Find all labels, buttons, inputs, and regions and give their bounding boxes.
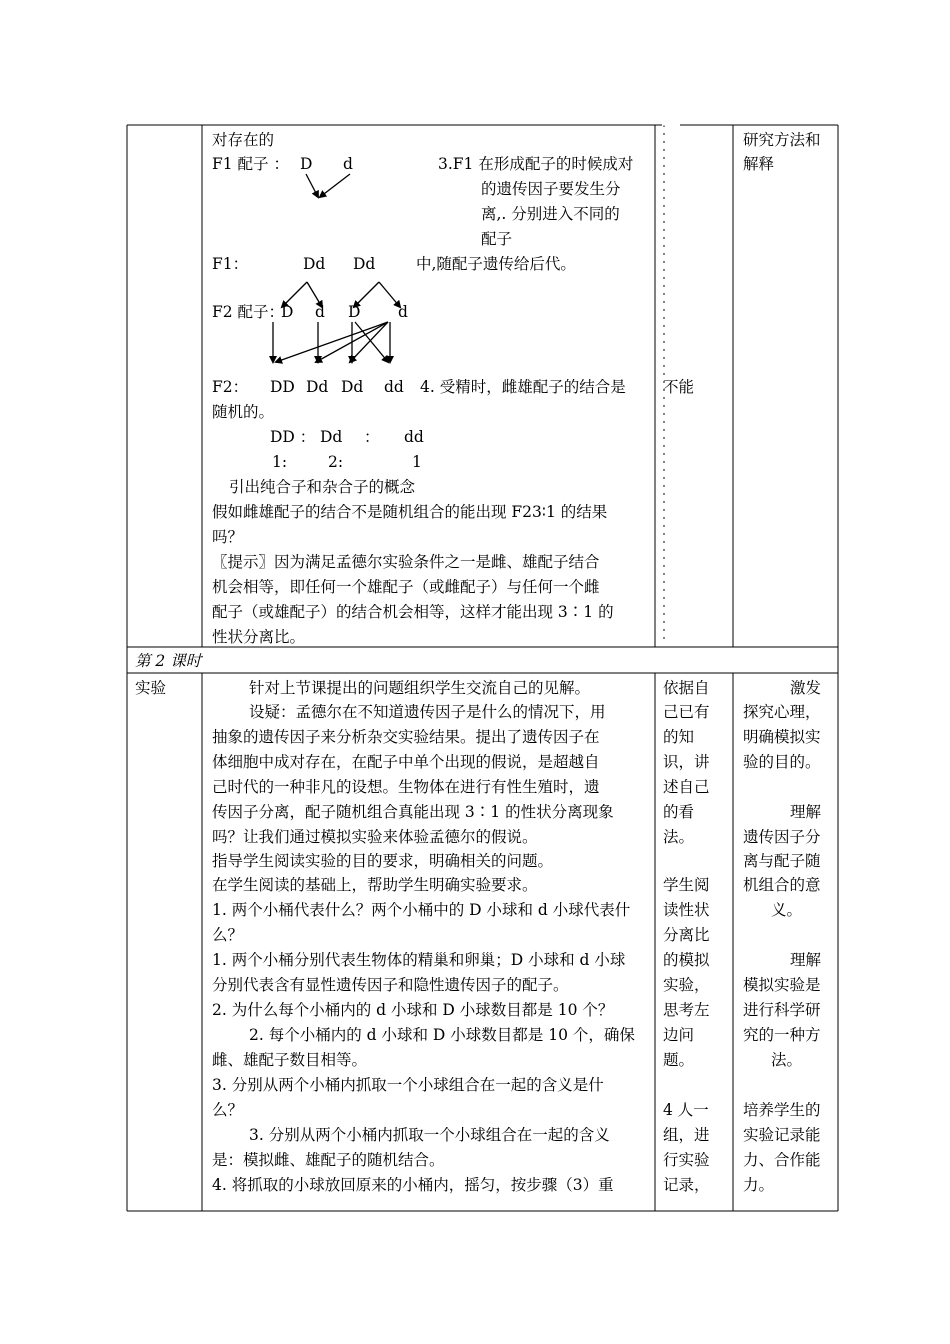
point-4: 4. 受精时，雌雄配子的结合是 (420, 378, 626, 396)
point-3-line-4: 配子 (481, 230, 513, 248)
teaching-line: 己时代的一种非凡的设想。生物体在进行有性生殖时，遗 (212, 778, 600, 796)
student-activity-line: 己已有 (663, 703, 710, 721)
student-activity-line: 的知 (663, 728, 695, 746)
student-activity-line: 记录， (663, 1176, 710, 1194)
design-intent-line: 遗传因子分 (743, 828, 821, 846)
design-intent-line: 义。 (771, 901, 803, 919)
design-intent-line: 理解 (790, 803, 822, 821)
student-activity-line: 4 人一 (663, 1101, 709, 1119)
row1-col3-text: 不能 (663, 378, 695, 396)
student-activity-line: 读性状 (663, 901, 710, 919)
student-activity-line: 述自己 (663, 778, 710, 796)
f2-gamete-3: D (348, 303, 361, 321)
f2-genotype-Dd-2: Dd (341, 378, 364, 396)
teaching-line: 抽象的遗传因子来分析杂交实验结果。提出了遗传因子在 (212, 728, 600, 746)
teaching-line: 1. 两个小桶代表什么？两个小桶中的 D 小球和 d 小球代表什 (212, 901, 631, 919)
hint-line-3: 配子（或雄配子）的结合机会相等，这样才能出现 3∶1 的 (212, 603, 614, 621)
design-intent-line: 探究心理， (743, 703, 821, 721)
ratio-DD: DD ： (270, 428, 316, 446)
teaching-line: 雌、雄配子数目相等。 (212, 1051, 368, 1069)
point-3-tail: 中,随配子遗传给后代。 (416, 255, 576, 273)
ratio-Dd: Dd (320, 428, 343, 446)
design-intent-line: 模拟实验是 (743, 976, 821, 994)
teaching-line: 设疑：孟德尔在不知道遗传因子是什么的情况下，用 (249, 703, 606, 721)
teaching-line: 是：模拟雌、雄配子的随机结合。 (212, 1151, 445, 1169)
f2-gamete-2: d (315, 303, 325, 321)
f2-gamete-label: F2 配子： (212, 303, 285, 321)
teaching-line: 分别代表含有显性遗传因子和隐性遗传因子的配子。 (212, 976, 569, 994)
student-activity-line: 法。 (663, 828, 695, 846)
design-intent-line: 进行科学研 (743, 1001, 821, 1019)
student-activity-line: 行实验 (663, 1151, 710, 1169)
student-activity-line: 的模拟 (663, 951, 710, 969)
point-3-line-3: 离,. 分别进入不同的 (481, 205, 620, 223)
teaching-line: 3. 分别从两个小桶内抓取一个小球组合在一起的含义是什 (212, 1076, 604, 1094)
teaching-line: 针对上节课提出的问题组织学生交流自己的见解。 (249, 679, 591, 697)
f1-label: F1： (212, 255, 249, 273)
design-intent-line: 机组合的意 (743, 876, 821, 894)
design-intent-line: 究的一种方 (743, 1026, 821, 1044)
ratio-value-1: 1: (272, 453, 288, 471)
ratio-value-3: 1 (412, 453, 422, 471)
student-activity-line: 思考左 (663, 1001, 710, 1019)
design-intent-line: 明确模拟实 (743, 728, 821, 746)
design-intent-line: 验的目的。 (743, 753, 821, 771)
row3-col1-label: 实验 (135, 679, 167, 697)
design-intent-line: 激发 (790, 679, 822, 697)
ratio-value-2: 2: (328, 453, 344, 471)
teaching-line: 吗？让我们通过模拟实验来体验孟德尔的假说。 (212, 828, 538, 846)
student-activity-line: 题。 (663, 1051, 695, 1069)
continuation-text: 对存在的 (212, 131, 275, 149)
student-activity-line: 识，讲 (663, 753, 710, 771)
teaching-line: 2. 为什么每个小桶内的 d 小球和 D 小球数目都是 10 个？ (212, 1001, 614, 1019)
design-intent-line: 培养学生的 (743, 1101, 821, 1119)
design-intent-line: 理解 (790, 951, 822, 969)
teaching-line: 么？ (212, 1101, 244, 1119)
point-3-line-1: 3.F1 在形成配子的时候成对 (438, 155, 634, 173)
teaching-line: 传因子分离，配子随机组合真能出现 3∶1 的性状分离现象 (212, 803, 614, 821)
hint-line-1: 〖提示〗因为满足孟德尔实验条件之一是雌、雄配子结合 (212, 553, 600, 571)
design-intent-line: 实验记录能 (743, 1126, 821, 1144)
student-activity-line: 边问 (663, 1026, 695, 1044)
f1-gamete-D: D (300, 155, 313, 173)
question-line-1: 假如雌雄配子的结合不是随机组合的能出现 F23∶1 的结果 (212, 503, 608, 521)
ratio-dd: dd (404, 428, 424, 446)
f2-genotype-dd: dd (384, 378, 404, 396)
hint-line-4: 性状分离比。 (212, 628, 306, 646)
student-activity-line: 依据自 (663, 679, 710, 697)
student-activity-line: 的看 (663, 803, 695, 821)
point-4-line-2: 随机的。 (212, 403, 275, 421)
f1-genotype-2: Dd (353, 255, 376, 273)
teaching-line: 在学生阅读的基础上，帮助学生明确实验要求。 (212, 876, 538, 894)
design-intent-line: 力。 (743, 1176, 775, 1194)
student-activity-line: 实验， (663, 976, 710, 994)
teaching-line: 么？ (212, 926, 244, 944)
teaching-line: 1. 两个小桶分别代表生物体的精巢和卵巢；D 小球和 d 小球 (212, 951, 626, 969)
point-3-line-2: 的遗传因子要发生分 (481, 180, 621, 198)
row1-col4-line-1: 研究方法和 (743, 131, 821, 149)
f2-gamete-1: D (281, 303, 294, 321)
design-intent-line: 力、合作能 (743, 1151, 821, 1169)
section-header: 第 2 课时 (135, 652, 202, 670)
ratio-colon: ： (364, 428, 380, 446)
teaching-line: 体细胞中成对存在，在配子中单个出现的假说，是超越自 (212, 753, 600, 771)
student-activity-line: 组，进 (663, 1126, 710, 1144)
design-intent-line: 法。 (771, 1051, 803, 1069)
row1-col4-line-2: 解释 (743, 155, 775, 173)
f1-genotype-1: Dd (303, 255, 326, 273)
design-intent-line: 离与配子随 (743, 852, 821, 870)
f2-genotype-DD: DD (270, 378, 295, 396)
f2-genotype-Dd-1: Dd (306, 378, 329, 396)
f1-gamete-label: F1 配子 ： (212, 155, 289, 173)
student-activity-line: 分离比 (663, 926, 710, 944)
f2-label: F2： (212, 378, 249, 396)
teaching-line: 4. 将抓取的小球放回原来的小桶内，摇匀，按步骤（3）重 (212, 1176, 614, 1194)
hint-line-2: 机会相等，即任何一个雄配子（或雌配子）与任何一个雌 (212, 578, 600, 596)
teaching-line: 指导学生阅读实验的目的要求，明确相关的问题。 (212, 852, 554, 870)
student-activity-line: 学生阅 (663, 876, 710, 894)
teaching-line: 2. 每个小桶内的 d 小球和 D 小球数目都是 10 个，确保 (249, 1026, 635, 1044)
question-line-2: 吗？ (212, 528, 244, 546)
concept-intro: 引出纯合子和杂合子的概念 (229, 478, 416, 496)
genetics-diagram-arrows (273, 174, 400, 362)
teaching-line: 3. 分别从两个小桶内抓取一个小球组合在一起的含义 (249, 1126, 610, 1144)
f2-gamete-4: d (398, 303, 408, 321)
f1-gamete-d: d (343, 155, 353, 173)
